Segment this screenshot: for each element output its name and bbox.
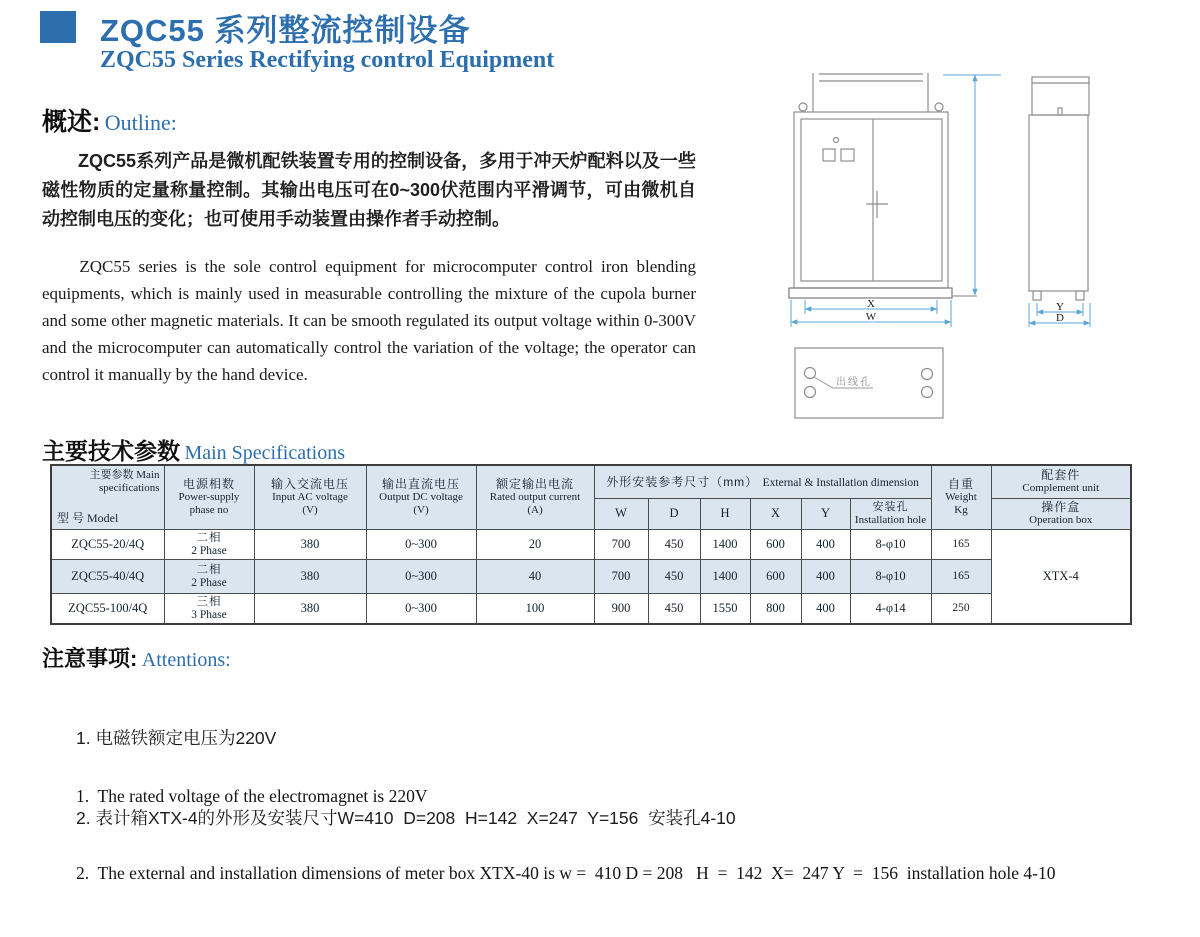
col-header-w: W <box>594 498 648 529</box>
front-view-dimensions <box>791 75 1001 327</box>
attentions-heading-en: Attentions: <box>141 649 231 671</box>
col-header-input-voltage: 输入交流电压 Input AC voltage (V) <box>254 465 366 529</box>
col-header-phase: 电源相数 Power-supply phase no <box>164 465 254 529</box>
page-title-cn: ZQC55 系列整流控制设备 <box>100 13 471 48</box>
corner-label-top: 主要参数 Main <box>89 469 160 481</box>
foot-right <box>1076 291 1084 300</box>
attentions-list-en <box>76 733 1055 937</box>
outline-paragraph-en: ZQC55 series is the sole control equipment for microcomputer control iron blending equipments, which is mainly used in measurable controlling the mixture of the cupola burner and some other magnetic materials. It can be smooth regulated its output voltage within 0-300V and the microcomputer can automatically control the variation of the voltage; the operator can control it manually by the hand device. <box>42 257 696 384</box>
outlet-hole <box>922 387 933 398</box>
corner-header-cell: 主要参数 Main specifications 型 号 Model <box>51 465 164 529</box>
dimension-label-y: Y <box>1056 301 1064 313</box>
foot-left <box>1033 291 1041 300</box>
outline-heading-cn: 概述: <box>42 108 101 136</box>
outline-heading <box>42 102 177 138</box>
outlet-hole <box>805 387 816 398</box>
attention-item-en: 2. The external and installation dimensions of meter box XTX-40 is w = 410 D = 208 H = 142 X= 247 Y = 156 installation hole 4-10 <box>76 862 1056 883</box>
table-row: ZQC55-40/4Q 二相 2 Phase 380 0~300 40 700 450 1400 600 400 8-φ10 165 <box>51 559 1131 593</box>
corner-label-model: 型 号 Model <box>57 510 119 525</box>
front-view-cabinet <box>789 73 977 298</box>
table-row: ZQC55-100/4Q 三相 3 Phase 380 0~300 100 900 450 1550 800 400 4-φ14 250 <box>51 593 1131 624</box>
outlet-hole <box>922 369 933 380</box>
phase-cell: 二相 2 Phase <box>164 529 254 559</box>
table-header-row-1 <box>51 465 1131 498</box>
attention-item-en: 1. The rated voltage of the electromagnet is 220V <box>76 786 428 806</box>
indicator-lamp <box>834 138 839 143</box>
outlet-hole <box>805 368 816 379</box>
lifting-eye-left <box>799 103 807 111</box>
outline-paragraph-cn: ZQC55系列产品是微机配铁装置专用的控制设备，多用于冲天炉配料以及一些磁性物质的定量称量控制。其输出电压可在0~300伏范围内平滑调节，可由微机自动控制电压的变化；也可使用手动装置由操作者手动控制。 <box>42 151 696 229</box>
col-header-rated-current: 额定输出电流 Rated output current (A) <box>476 465 594 529</box>
panel-window-right <box>841 149 854 161</box>
panel-window-left <box>823 149 835 161</box>
col-header-complement: 配套件 Complement unit <box>991 465 1131 498</box>
model-cell: ZQC55-100/4Q <box>51 593 164 624</box>
col-header-d: D <box>648 498 700 529</box>
cabinet-body <box>794 112 948 288</box>
attentions-heading <box>42 642 231 673</box>
technical-drawing <box>770 60 1200 430</box>
col-header-x: X <box>750 498 801 529</box>
dimension-label-x: X <box>867 298 875 310</box>
phase-cell: 二相 2 Phase <box>164 559 254 593</box>
outlet-hole-label: 出线孔 <box>836 377 872 388</box>
specs-heading-en: Main Specifications <box>184 442 345 464</box>
model-cell: ZQC55-20/4Q <box>51 529 164 559</box>
model-cell: ZQC55-40/4Q <box>51 559 164 593</box>
col-header-h: H <box>700 498 750 529</box>
table-row: ZQC55-20/4Q 二相 2 Phase 380 0~300 20 700 450 1400 600 400 8-φ10 165 XTX-4 <box>51 529 1131 559</box>
specs-heading <box>42 433 345 466</box>
col-header-operation-box: 操作盒 Operation box <box>991 498 1131 529</box>
cabinet-base <box>789 288 952 298</box>
col-header-installation-hole: 安装孔 Installation hole <box>850 498 931 529</box>
specifications-table <box>50 464 1132 625</box>
col-header-output-voltage: 输出直流电压 Output DC voltage (V) <box>366 465 476 529</box>
specs-heading-cn: 主要技术参数 <box>42 438 180 464</box>
title-bullet-square <box>40 11 76 43</box>
outline-heading-en: Outline: <box>104 110 177 135</box>
lifting-eye-right <box>935 103 943 111</box>
page-title-en: ZQC55 Series Rectifying control Equipment <box>100 47 555 73</box>
phase-cell: 三相 3 Phase <box>164 593 254 624</box>
dimension-label-d: D <box>1056 312 1064 324</box>
side-view-cabinet <box>1029 77 1089 300</box>
attention-item-cn: 2. 表计箱XTX-4的外形及安装尺寸W=410 D=208 H=142 X=247 Y=156 安装孔4-10 <box>76 807 736 828</box>
col-header-weight: 自重 Weight Kg <box>931 465 991 529</box>
dimension-label-w: W <box>865 311 877 323</box>
attention-item-cn: 1. 电磁铁额定电压为220V <box>76 728 277 748</box>
attentions-heading-cn: 注意事项: <box>42 646 138 671</box>
col-header-y: Y <box>801 498 850 529</box>
operation-box-value-cell: XTX-4 <box>991 529 1131 624</box>
col-header-dimensions-group: 外形安装参考尺寸（mm） External & Installation dimension <box>594 465 931 498</box>
